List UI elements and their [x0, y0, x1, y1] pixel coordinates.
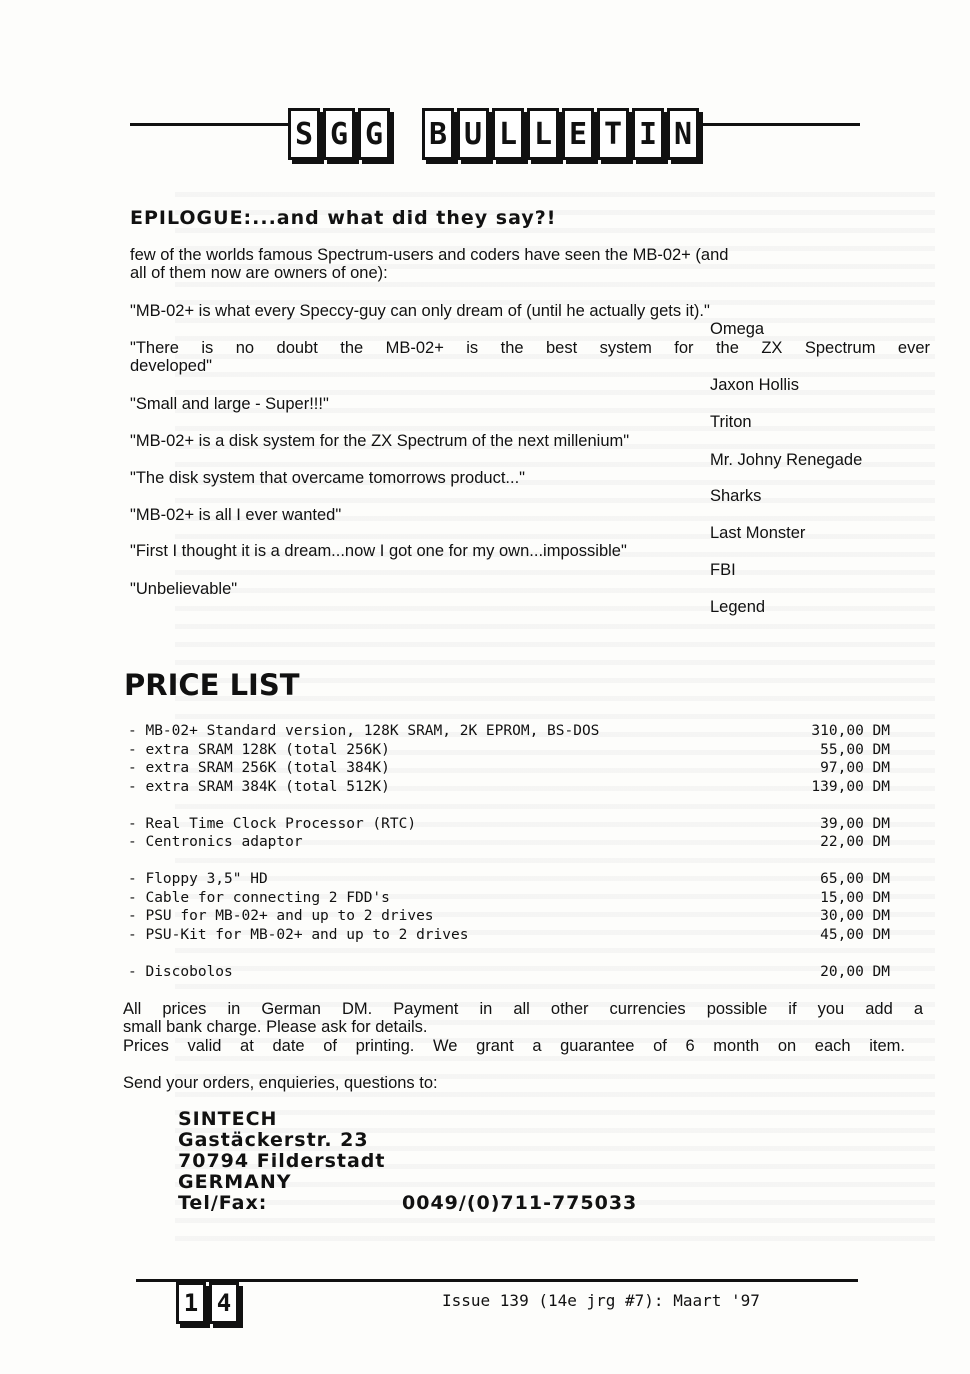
tel-fax-number: 0049/(0)711-775033: [402, 1192, 638, 1214]
epilogue-heading: EPILOGUE:...and what did they say?!: [130, 207, 557, 229]
logo-letter-tile: N: [667, 108, 699, 160]
logo-letter-tile: [393, 108, 419, 154]
price-row: [128, 963, 890, 982]
quote-author: Jaxon Hollis: [710, 376, 799, 394]
logo-letter-tile: E: [562, 108, 594, 160]
page-digit: 4: [209, 1282, 239, 1324]
price-note: All prices in German DM. Payment in all other currencies possible if you add a: [123, 1000, 923, 1018]
price-item: - Real Time Clock Processor (RTC): [128, 815, 417, 832]
logo-letter-tile: L: [527, 108, 559, 160]
epilogue-intro-1: few of the worlds famous Spectrum-users and coders have seen the MB-02+ (and: [130, 246, 729, 264]
tel-fax-label: Tel/Fax:: [178, 1192, 268, 1214]
price-value: 22,00 DM: [820, 834, 890, 850]
logo-letter-tile: T: [597, 108, 629, 160]
page-digit: 1: [176, 1282, 206, 1324]
logo-letter-tile: L: [492, 108, 524, 160]
address-line-country: GERMANY: [178, 1171, 292, 1193]
logo-letter-tile: I: [632, 108, 664, 160]
price-list-title: PRICE LIST: [124, 668, 300, 702]
send-to-text: Send your orders, enquieries, questions to:: [123, 1074, 438, 1092]
footer-rule: [136, 1279, 858, 1282]
price-value: 20,00 DM: [820, 963, 890, 980]
price-value: 45,00 DM: [820, 926, 890, 943]
price-row: [128, 889, 890, 908]
price-item: - extra SRAM 256K (total 384K): [128, 760, 390, 776]
logo-letter-tile: U: [457, 108, 489, 160]
price-row: [128, 722, 890, 741]
price-item: - Discobolos: [128, 963, 233, 980]
quote-text: "MB-02+ is all I ever wanted": [130, 506, 342, 524]
price-item: - extra SRAM 128K (total 256K): [128, 741, 390, 758]
price-item: - Floppy 3,5" HD: [128, 871, 268, 887]
epilogue-intro-2: all of them now are owners of one):: [130, 264, 388, 282]
quote-author: Triton: [710, 413, 752, 431]
price-item: - extra SRAM 384K (total 512K): [128, 778, 390, 795]
price-value: 30,00 DM: [820, 908, 890, 924]
price-item: - MB-02+ Standard version, 128K SRAM, 2K EPROM, BS-DOS: [128, 723, 600, 739]
price-row: [128, 741, 890, 760]
quote-author: Legend: [710, 598, 766, 616]
price-row: [128, 778, 890, 797]
price-item: - PSU for MB-02+ and up to 2 drives: [128, 908, 434, 924]
price-item: - Cable for connecting 2 FDD's: [128, 889, 390, 906]
quote-text: "MB-02+ is a disk system for the ZX Spectrum of the next millenium": [130, 432, 630, 450]
quote-text: "The disk system that overcame tomorrows product...": [130, 469, 526, 487]
page-number: [176, 1282, 239, 1324]
price-row: [128, 833, 890, 852]
price-item: - PSU-Kit for MB-02+ and up to 2 drives: [128, 926, 469, 943]
quote-author: Omega: [710, 320, 765, 338]
logo-letter-tile: B: [422, 108, 454, 160]
price-note: small bank charge. Please ask for details.: [123, 1018, 428, 1036]
price-value: 65,00 DM: [820, 871, 890, 887]
quote-author: FBI: [710, 561, 736, 579]
price-value: 310,00 DM: [811, 723, 890, 739]
quote-text: developed": [130, 357, 213, 375]
price-row: [128, 907, 890, 926]
price-value: 39,00 DM: [820, 815, 890, 832]
price-value: 15,00 DM: [820, 889, 890, 906]
price-item: - Centronics adaptor: [128, 834, 303, 850]
quote-text: "Small and large - Super!!!": [130, 395, 329, 413]
quote-text: "MB-02+ is what every Speccy-guy can only dream of (until he actually gets it).": [130, 302, 710, 320]
quote-text: "There is no doubt the MB-02+ is the best system for the ZX Spectrum ever: [130, 339, 930, 357]
price-note: Prices valid at date of printing. We grant a guarantee of 6 month on each item.: [123, 1037, 905, 1055]
price-row: [128, 926, 890, 945]
price-value: 139,00 DM: [811, 778, 890, 795]
bulletin-logo: [288, 108, 699, 160]
price-value: 97,00 DM: [820, 760, 890, 776]
quote-author: Sharks: [710, 487, 762, 505]
issue-line: Issue 139 (14e jrg #7): Maart '97: [442, 1291, 760, 1310]
price-row: [128, 870, 890, 889]
price-row: [128, 759, 890, 778]
address-line-city: 70794 Filderstadt: [178, 1150, 386, 1172]
quote-author: Last Monster: [710, 524, 806, 542]
quote-text: "Unbelievable": [130, 580, 238, 598]
quote-text: "First I thought it is a dream...now I got one for my own...impossible": [130, 542, 627, 560]
logo-letter-tile: G: [323, 108, 355, 160]
address-line-company: SINTECH: [178, 1108, 278, 1130]
price-row: [128, 815, 890, 834]
logo-letter-tile: S: [288, 108, 320, 160]
quote-author: Mr. Johny Renegade: [710, 451, 863, 469]
address-line-street: Gastäckerstr. 23: [178, 1129, 369, 1151]
logo-letter-tile: G: [358, 108, 390, 160]
header-rule-left: [130, 123, 288, 126]
price-value: 55,00 DM: [820, 741, 890, 758]
